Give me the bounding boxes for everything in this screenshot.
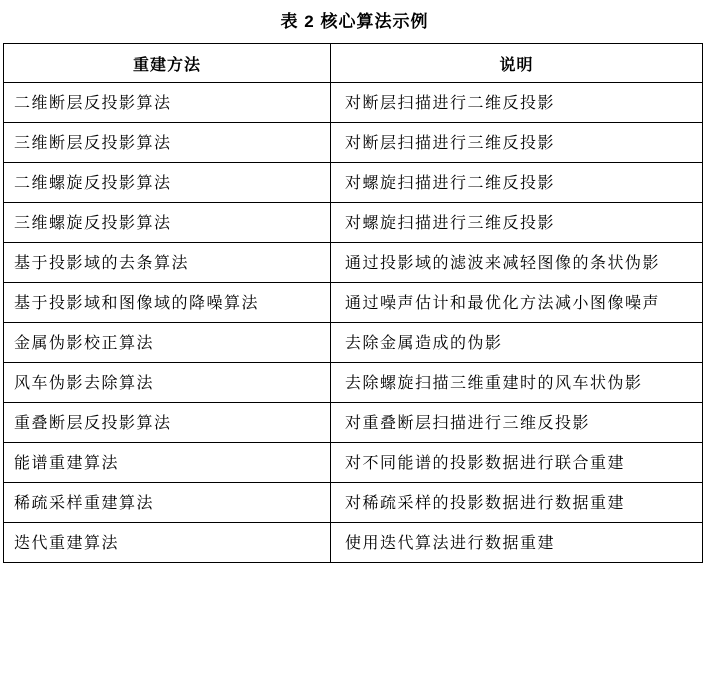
description-cell: 对断层扫描进行二维反投影 bbox=[331, 83, 703, 123]
table-row bbox=[4, 123, 703, 163]
method-cell: 能谱重建算法 bbox=[4, 443, 331, 483]
method-cell: 风车伪影去除算法 bbox=[4, 363, 331, 403]
table-row bbox=[4, 323, 703, 363]
method-cell: 稀疏采样重建算法 bbox=[4, 483, 331, 523]
description-cell: 通过噪声估计和最优化方法减小图像噪声 bbox=[331, 283, 703, 323]
description-cell: 对稀疏采样的投影数据进行数据重建 bbox=[331, 483, 703, 523]
method-cell: 三维断层反投影算法 bbox=[4, 123, 331, 163]
method-cell: 二维断层反投影算法 bbox=[4, 83, 331, 123]
header-method: 重建方法 bbox=[4, 44, 331, 83]
table-row bbox=[4, 483, 703, 523]
method-cell: 迭代重建算法 bbox=[4, 523, 331, 563]
method-cell: 金属伪影校正算法 bbox=[4, 323, 331, 363]
description-cell: 对重叠断层扫描进行三维反投影 bbox=[331, 403, 703, 443]
description-cell: 对螺旋扫描进行三维反投影 bbox=[331, 203, 703, 243]
description-cell: 去除金属造成的伪影 bbox=[331, 323, 703, 363]
table-row bbox=[4, 443, 703, 483]
method-cell: 重叠断层反投影算法 bbox=[4, 403, 331, 443]
table-header-row bbox=[4, 44, 703, 83]
description-cell: 对螺旋扫描进行二维反投影 bbox=[331, 163, 703, 203]
method-cell: 基于投影域的去条算法 bbox=[4, 243, 331, 283]
description-cell: 去除螺旋扫描三维重建时的风车状伪影 bbox=[331, 363, 703, 403]
method-cell: 三维螺旋反投影算法 bbox=[4, 203, 331, 243]
table-row bbox=[4, 283, 703, 323]
method-cell: 基于投影域和图像域的降噪算法 bbox=[4, 283, 331, 323]
table-row bbox=[4, 203, 703, 243]
table-title: 表 2 核心算法示例 bbox=[280, 12, 429, 31]
table-row bbox=[4, 243, 703, 283]
description-cell: 对断层扫描进行三维反投影 bbox=[331, 123, 703, 163]
method-cell: 二维螺旋反投影算法 bbox=[4, 163, 331, 203]
core-algorithms-table bbox=[3, 43, 703, 563]
table-row bbox=[4, 363, 703, 403]
table-row bbox=[4, 523, 703, 563]
description-cell: 对不同能谱的投影数据进行联合重建 bbox=[331, 443, 703, 483]
table-row bbox=[4, 163, 703, 203]
table-row bbox=[4, 403, 703, 443]
header-description: 说明 bbox=[331, 44, 703, 83]
description-cell: 通过投影域的滤波来减轻图像的条状伪影 bbox=[331, 243, 703, 283]
table-row bbox=[4, 83, 703, 123]
table-body bbox=[4, 83, 703, 563]
description-cell: 使用迭代算法进行数据重建 bbox=[331, 523, 703, 563]
